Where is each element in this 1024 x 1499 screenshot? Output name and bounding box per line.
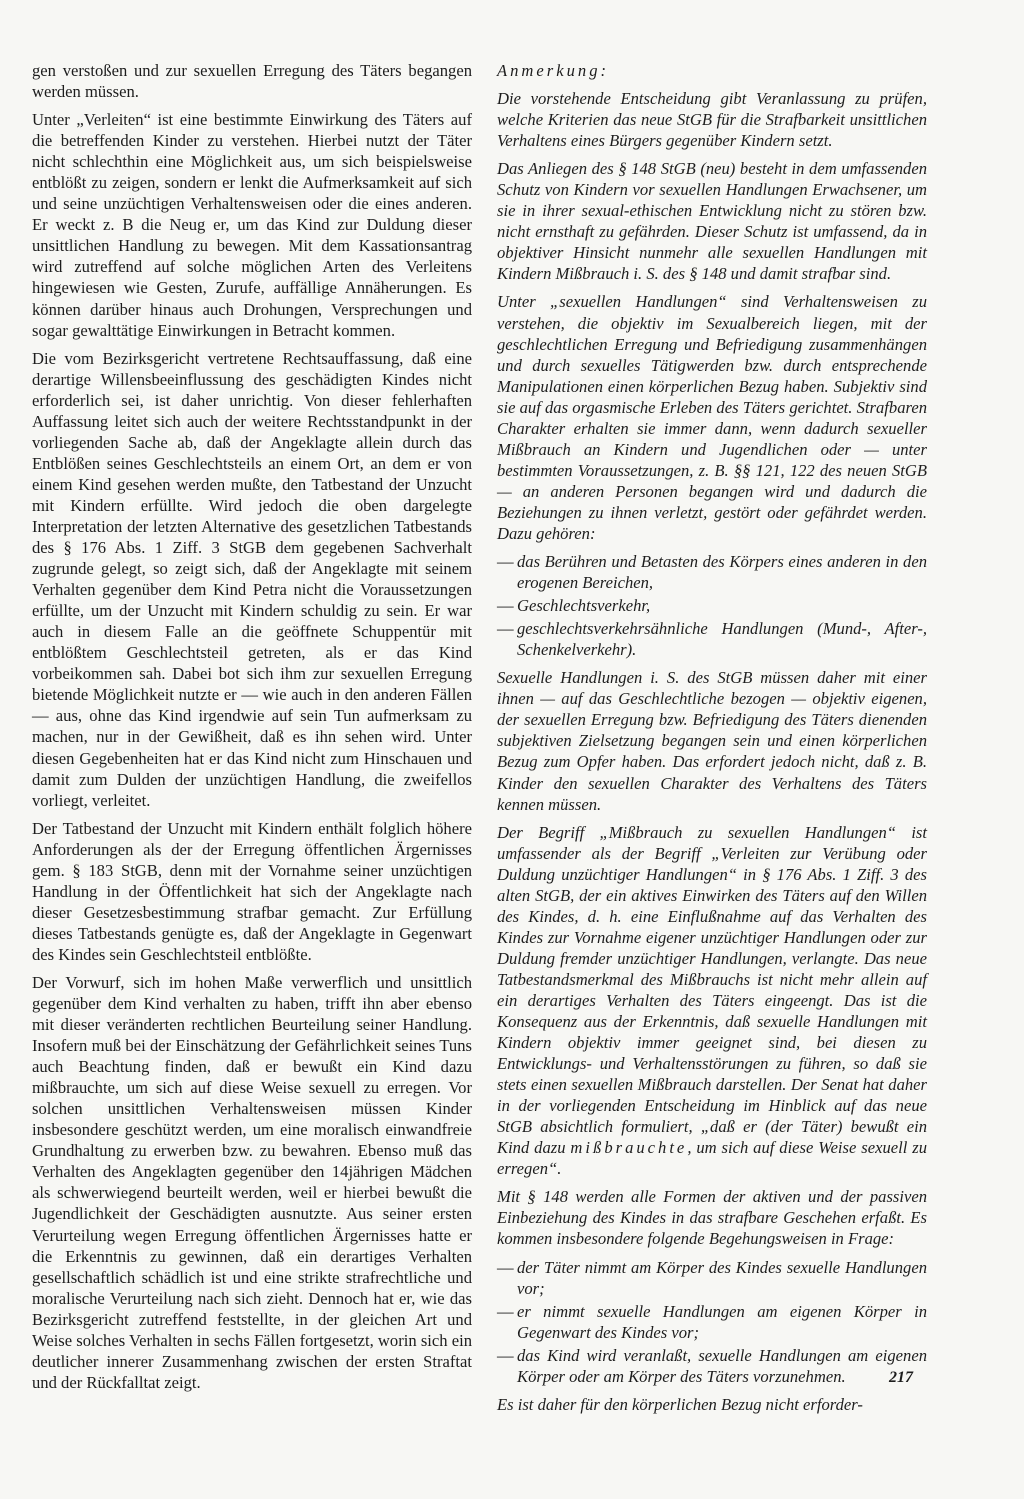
list-item: — der Täter nimmt am Körper des Kindes sexuelle Handlungen vor; [497, 1257, 927, 1299]
paragraph: Der Tatbestand der Unzucht mit Kindern enthält folglich höhere Anforderungen als der der Erregung öffentlichen Ärgernisses gem. § 183 StGB, denn mit der Vornahme seiner unzüchtigen Handlung in der Öffentlichkeit hat sich der Angeklagte nach dieser Gesetzesbestimmung strafbar gemacht. Zur Erfüllung dieses Tatbestands genügte es, daß der Angeklagte in Gegenwart des Kindes sein Geschlechtsteil entblößte. [32, 818, 472, 964]
paragraph: gen verstoßen und zur sexuellen Erregung des Täters begangen werden müssen. [32, 61, 472, 102]
left-column [32, 60, 472, 1400]
dash-list [497, 1257, 927, 1387]
paragraph: Der Vorwurf, sich im hohen Maße verwerflich und unsittlich gegenüber dem Kind verhalten zu haben, trifft ihn aber ebenso mit dieser veränderten rechtlichen Beurteilung seiner Handlung. Insofern muß bei der Einschätzung der Gefährlichkeit seines Tuns auch Beachtung finden, daß er bewußt ein Kind dazu mißbrauchte, um sich auf diese Weise sexuell zu erregen. Vor solchen unsittlichen Verhaltensweisen müssen Kinder insbesondere geschützt werden, um eine moralisch einwandfreie Grundhaltung zu erwerben bzw. zu bewahren. Ebenso muß das Verhalten des Angeklagten gegenüber den 14jährigen Mädchen als schwerwiegend beurteilt werden, weil er hierbei bewußt die Jugendlichkeit der Geschädigten ausnutzte. Aus seiner ersten Verurteilung wegen Erregung öffentlichen Ärgernisses hatte er die Erkenntnis zu gewinnen, daß ein derartiges Verhalten gesellschaftlich schädlich ist und eine strikte strafrechtliche und moralische Verurteilung nach sich zieht. Dennoch hat er, wie das Bezirksgericht zutreffend feststellte, in der gleichen Art und Weise solches Verhalten in sechs Fällen fortgesetzt, worin sich ein deutlicher innerer Zusammenhang zwischen der ersten Straftat und der Rückfalltat zeigt. [32, 972, 472, 1392]
right-column [497, 60, 927, 1422]
paragraph: Es ist daher für den körperlichen Bezug nicht erforder- [497, 1394, 863, 1414]
dash-list [497, 551, 927, 660]
emphasized-word: mißbrauchte [570, 1138, 688, 1158]
list-item: — das Berühren und Betasten des Körpers eines anderen in den erogenen Bereichen, [497, 551, 927, 593]
annotation-heading: Anmerkung: [497, 61, 610, 80]
page-number: 217 [889, 1369, 913, 1386]
paragraph: Unter „Verleiten“ ist eine bestimmte Einwirkung des Täters auf die betreffenden Kinder zu verstehen. Hierbei nutzt der Täter nicht schlechthin eine Möglichkeit aus, um sich beispielsweise entblößt zu zeigen, sondern er lenkt die Aufmerksamkeit auf sich und seine unzüchtigen Verhaltensweisen oder die eines anderen. Er weckt z. B die Neug er, um das Kind zur Duldung dieser unsittlichen Handlung zu bewegen. Mit dem Kassationsantrag wird zutreffend auf solche möglichen Arten des Verleitens hingewiesen wie Gesten, Zurufe, auffällige Annäherungen. Es können darüber hinaus auch Drohungen, Versprechungen und sogar gewalttätige Einwirkungen in Betracht kommen. [32, 110, 472, 340]
paragraph: Mit § 148 werden alle Formen der aktiven und der passiven Einbeziehung des Kindes in das strafbare Geschehen erfaßt. Es kommen insbesondere folgende Begehungsweisen in Frage: [497, 1187, 927, 1249]
paragraph: Die vom Bezirksgericht vertretene Rechtsauffassung, daß eine derartige Willensbeeinflussung des geschädigten Kindes nicht erforderlich sei, ist daher unrichtig. Von dieser fehlerhaften Auffassung leitet sich auch der weitere Rechtsstandpunkt in der vorliegenden Sache ab, daß der Angeklagte allein durch das Entblößen seines Geschlechtsteils an einem Ort, an dem er von einem Kind gesehen werden mußte, den Tatbestand der Unzucht mit Kindern erfüllte. Wird jedoch die oben dargelegte Interpretation der letzten Alternative des gesetzlichen Tatbestands des § 176 Abs. 1 Ziff. 3 StGB dem gegebenen Sachverhalt zugrunde gelegt, so zeigt sich, daß der Angeklagte mit seinem Verhalten gegenüber dem Kind Petra nicht die Voraussetzungen erfüllte, um der Unzucht mit Kindern schuldig zu sein. Er war auch in diesem Falle an die geöffnete Schuppentür mit entblößtem Geschlechtsteil getreten, als er das Kind vorbeikommen sah. Dabei bot sich ihm zur sexuellen Erregung bietende Möglichkeit nutzte er — wie auch in den anderen Fällen — aus, ohne das Kind irgendwie auf sein Tun aufmerksam zu machen, nur in der Gewißheit, daß es ihn sehen wird. Unter diesen Gegebenheiten hat er das Kind nicht zum Hinschauen und damit zum Dulden der unzüchtigen Handlung, die zweifellos vorliegt, verleitet. [32, 348, 472, 810]
quote-tail: , um sich auf diese Weise sexuell zu erregen“. [497, 1138, 927, 1179]
list-item: — geschlechtsverkehrsähnliche Handlungen (Mund-, After-, Schenkelverkehr). [497, 618, 927, 660]
list-item: — Geschlechtsverkehr, [497, 595, 927, 616]
paragraph: Die vorstehende Entscheidung gibt Veranlassung zu prüfen, welche Kriterien das neue StGB für die Strafbarkeit unsittlichen Verhaltens eines Bürgers gegenüber Kindern setzt. [497, 89, 927, 151]
paragraph-with-quote [497, 822, 927, 1180]
paragraph: Sexuelle Handlungen i. S. des StGB müssen daher mit einer ihnen — auf das Geschlechtliche bezogen — objektiv eigenen, der sexuellen Erregung bzw. Befriedigung des Täters dienenden subjektiven Zielsetzung begangen sein und einen körperlichen Bezug zum Opfer haben. Das erfordert jedoch nicht, daß z. B. Kinder den sexuellen Charakter des Verhaltens des Täters kennen müssen. [497, 668, 927, 814]
paragraph: Das Anliegen des § 148 StGB (neu) besteht in dem umfassenden Schutz von Kindern vor sexuellen Handlungen Erwachsener, um sie in ihrer sexual-ethischen Entwicklung nicht zu stören bzw. nicht ernsthaft zu gefährden. Dieser Schutz ist umfassend, da in objektiver Hinsicht nunmehr alle sexuellen Handlungen mit Kindern Mißbrauch i. S. des § 148 und damit strafbar sind. [497, 159, 927, 284]
paragraph-text: Der Begriff „Mißbrauch zu sexuellen Handlungen“ ist umfassender als der Begriff „Verleiten zur Verübung oder Duldung unzüchtiger Handlungen“ in § 176 Abs. 1 Ziff. 3 des alten StGB, der ein aktives Einwirken des Täters auf den Willen des Kindes, d. h. eine Einflußnahme auf das Verhalten des Kindes zur Vornahme eigener unzüchtiger Handlungen oder zur Duldung fremder unzüchtiger Handlungen, verlangte. Das neue Tatbestandsmerkmal des Mißbrauchs ist nicht mehr allein auf ein derartiges Verhalten des Täters eingeengt. Das ist die Konsequenz aus der Erkenntnis, daß sexuelle Handlungen mit Kindern objektiv immer geeignet sind, bei diesen zu Entwicklungs- und Verhaltensstörungen zu führen, so daß sie stets einen sexuellen Mißbrauch darstellen. Der Senat hat daher in der vorliegenden Entscheidung im Hinblick auf das neue StGB absichtlich formuliert, „daß er (der Täter) bewußt ein Kind dazu [497, 822, 927, 1158]
list-item: — er nimmt sexuelle Handlungen am eigenen Körper in Gegenwart des Kindes vor; [497, 1301, 927, 1343]
paragraph: Unter „sexuellen Handlungen“ sind Verhaltensweisen zu verstehen, die objektiv im Sexualbereich liegen, mit der geschlechtlichen Erregung und Befriedigung zusammenhängen und durch sexuelles Tätigwerden bzw. durch entsprechende Manipulationen einen körperlichen Bezug haben. Subjektiv sind sie auf das orgasmische Erleben des Täters gerichtet. Strafbaren Charakter erhalten sie immer dann, wenn dadurch sexueller Mißbrauch an Kindern und Jugendlichen oder — unter bestimmten Voraussetzungen, z. B. §§ 121, 122 des neuen StGB — an anderen Personen begangen wird und dadurch die Beziehungen zu ihnen verletzt, gestört oder gefährdet werden. Dazu gehören: [497, 292, 927, 543]
list-item: — das Kind wird veranlaßt, sexuelle Handlungen am eigenen Körper oder am Körper des Täters vorzunehmen. [497, 1345, 927, 1387]
